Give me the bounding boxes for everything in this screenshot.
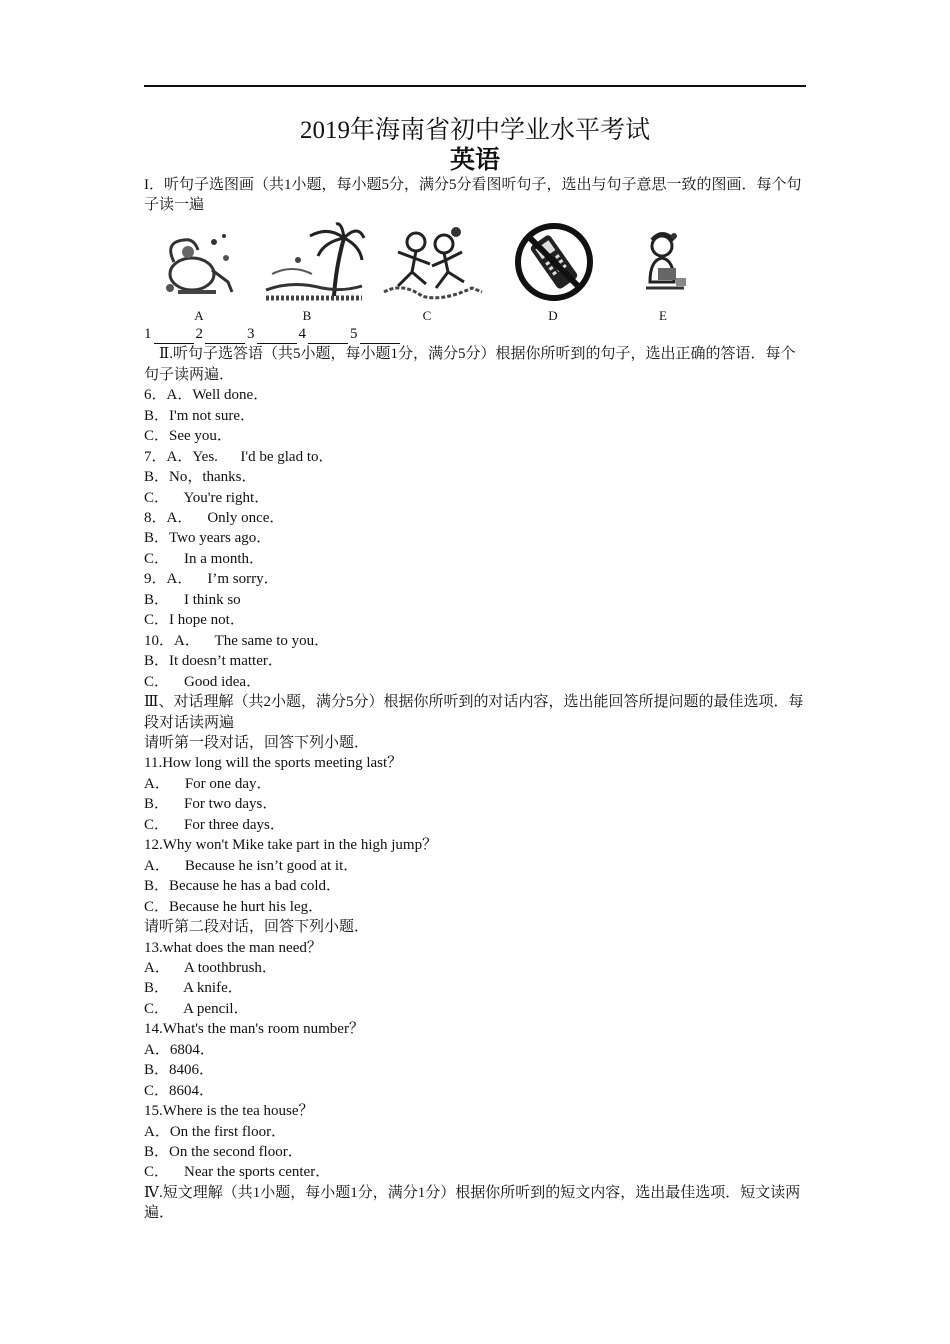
text-line: C．8604． <box>144 1082 215 1099</box>
section2-heading: Ⅱ.听句子选答语（共5小题，每小题1分，满分5分）根据你所听到的句子，选出正确的答语．每个句子读两遍． <box>144 346 796 383</box>
text-line: A．On the first floor． <box>144 1123 287 1140</box>
answer-blank[interactable] <box>257 329 297 344</box>
section4-heading: Ⅳ.短文理解（共1小题，每小题1分，满分1分）根据你所听到的短文内容，选出最佳选项．短文读两遍． <box>144 1184 801 1222</box>
text-line: 14.What's the man's room number？ <box>144 1021 364 1038</box>
blank-number: 5 <box>350 325 358 342</box>
text-line: C． In a month． <box>144 550 264 567</box>
picture-b <box>262 222 352 324</box>
text-line: A．6804． <box>144 1041 215 1058</box>
text-line: 9．A． I’m sorry． <box>144 571 279 588</box>
palm-beach-icon <box>262 222 366 306</box>
text-line: B．It doesn’t matter． <box>144 653 283 670</box>
text-line: B． A knife． <box>144 980 243 997</box>
text-line: 7．A．Yes. I'd be glad to． <box>144 448 334 465</box>
picture-e <box>618 222 708 324</box>
text-line: C．See you． <box>144 428 232 445</box>
exam-body <box>144 175 806 1224</box>
text-line: C．I hope not． <box>144 612 245 629</box>
text-line: B．Because he has a bad cold． <box>144 878 342 895</box>
picture-label: D <box>548 307 558 323</box>
text-line: C． A pencil． <box>144 1000 249 1017</box>
blank-number: 1 <box>144 325 152 342</box>
girl-reading-icon <box>618 222 708 306</box>
no-phone-icon <box>508 222 600 306</box>
section1-heading: I．听句子选图画（共1小题，每小题5分，满分5分看图听句子，选出与句子意思一致的图画．每个句子读一遍 <box>144 177 802 214</box>
blank-number: 2 <box>195 325 203 342</box>
text-line: 请听第二段对话，回答下列小题． <box>144 919 370 936</box>
picture-label: B <box>302 307 312 323</box>
text-line: 11.How long will the sports meeting last？ <box>144 755 403 772</box>
picture-label: C <box>422 307 432 323</box>
text-line: C． Good idea． <box>144 673 262 690</box>
text-line: C． You're right． <box>144 489 270 506</box>
text-line: 请听第一段对话，回答下列小题． <box>144 734 370 751</box>
text-line: C．Because he hurt his leg． <box>144 898 324 915</box>
answer-blanks <box>144 324 806 344</box>
text-line: B．On the second floor． <box>144 1144 303 1161</box>
text-line: 8．A． Only once． <box>144 509 285 526</box>
exam-title: 2019年海南省初中学业水平考试 <box>299 117 650 144</box>
header-rule <box>144 85 806 87</box>
answer-blank[interactable] <box>205 329 245 344</box>
answer-blank[interactable] <box>308 329 348 344</box>
text-line: 10．A． The same to you． <box>144 632 330 649</box>
text-line: 6．A．Well done． <box>144 387 269 404</box>
picture-label: E <box>659 307 667 323</box>
answer-blank[interactable] <box>360 329 400 344</box>
text-line: A． A toothbrush． <box>144 959 277 976</box>
text-line: B． I think so <box>144 591 241 608</box>
text-line: C． Near the sports center． <box>144 1164 331 1181</box>
text-line: B．8406． <box>144 1062 215 1079</box>
blank-number: 3 <box>247 325 255 342</box>
text-line: B．Two years ago． <box>144 530 272 547</box>
text-line: B．I'm not sure． <box>144 407 256 424</box>
picture-label: A <box>194 307 204 323</box>
text-line: 13.what does the man need？ <box>144 939 322 956</box>
answer-blank[interactable] <box>154 329 194 344</box>
vacuum-cleaner-icon <box>154 222 244 306</box>
picture-d <box>508 222 598 324</box>
text-line: B．No，thanks． <box>144 469 257 486</box>
text-line: C． For three days． <box>144 816 285 833</box>
exam-subject: 英语 <box>449 147 500 174</box>
section3-heading: Ⅲ、对话理解（共2小题，满分5分）根据你所听到的对话内容，选出能回答所提问题的最佳选项．每段对话读两遍 <box>144 694 804 731</box>
text-line: 12.Why won't Mike take part in the high jump？ <box>144 837 438 854</box>
blank-number: 4 <box>298 325 306 342</box>
text-line: 15.Where is the tea house？ <box>144 1103 314 1120</box>
text-line: B． For two days． <box>144 796 278 813</box>
picture-c <box>382 222 472 324</box>
text-line: A． For one day． <box>144 775 272 792</box>
text-line: A． Because he isn’t good at it． <box>144 857 359 874</box>
picture-row <box>144 222 806 324</box>
picture-a <box>154 222 244 324</box>
kids-playing-icon <box>382 222 486 306</box>
